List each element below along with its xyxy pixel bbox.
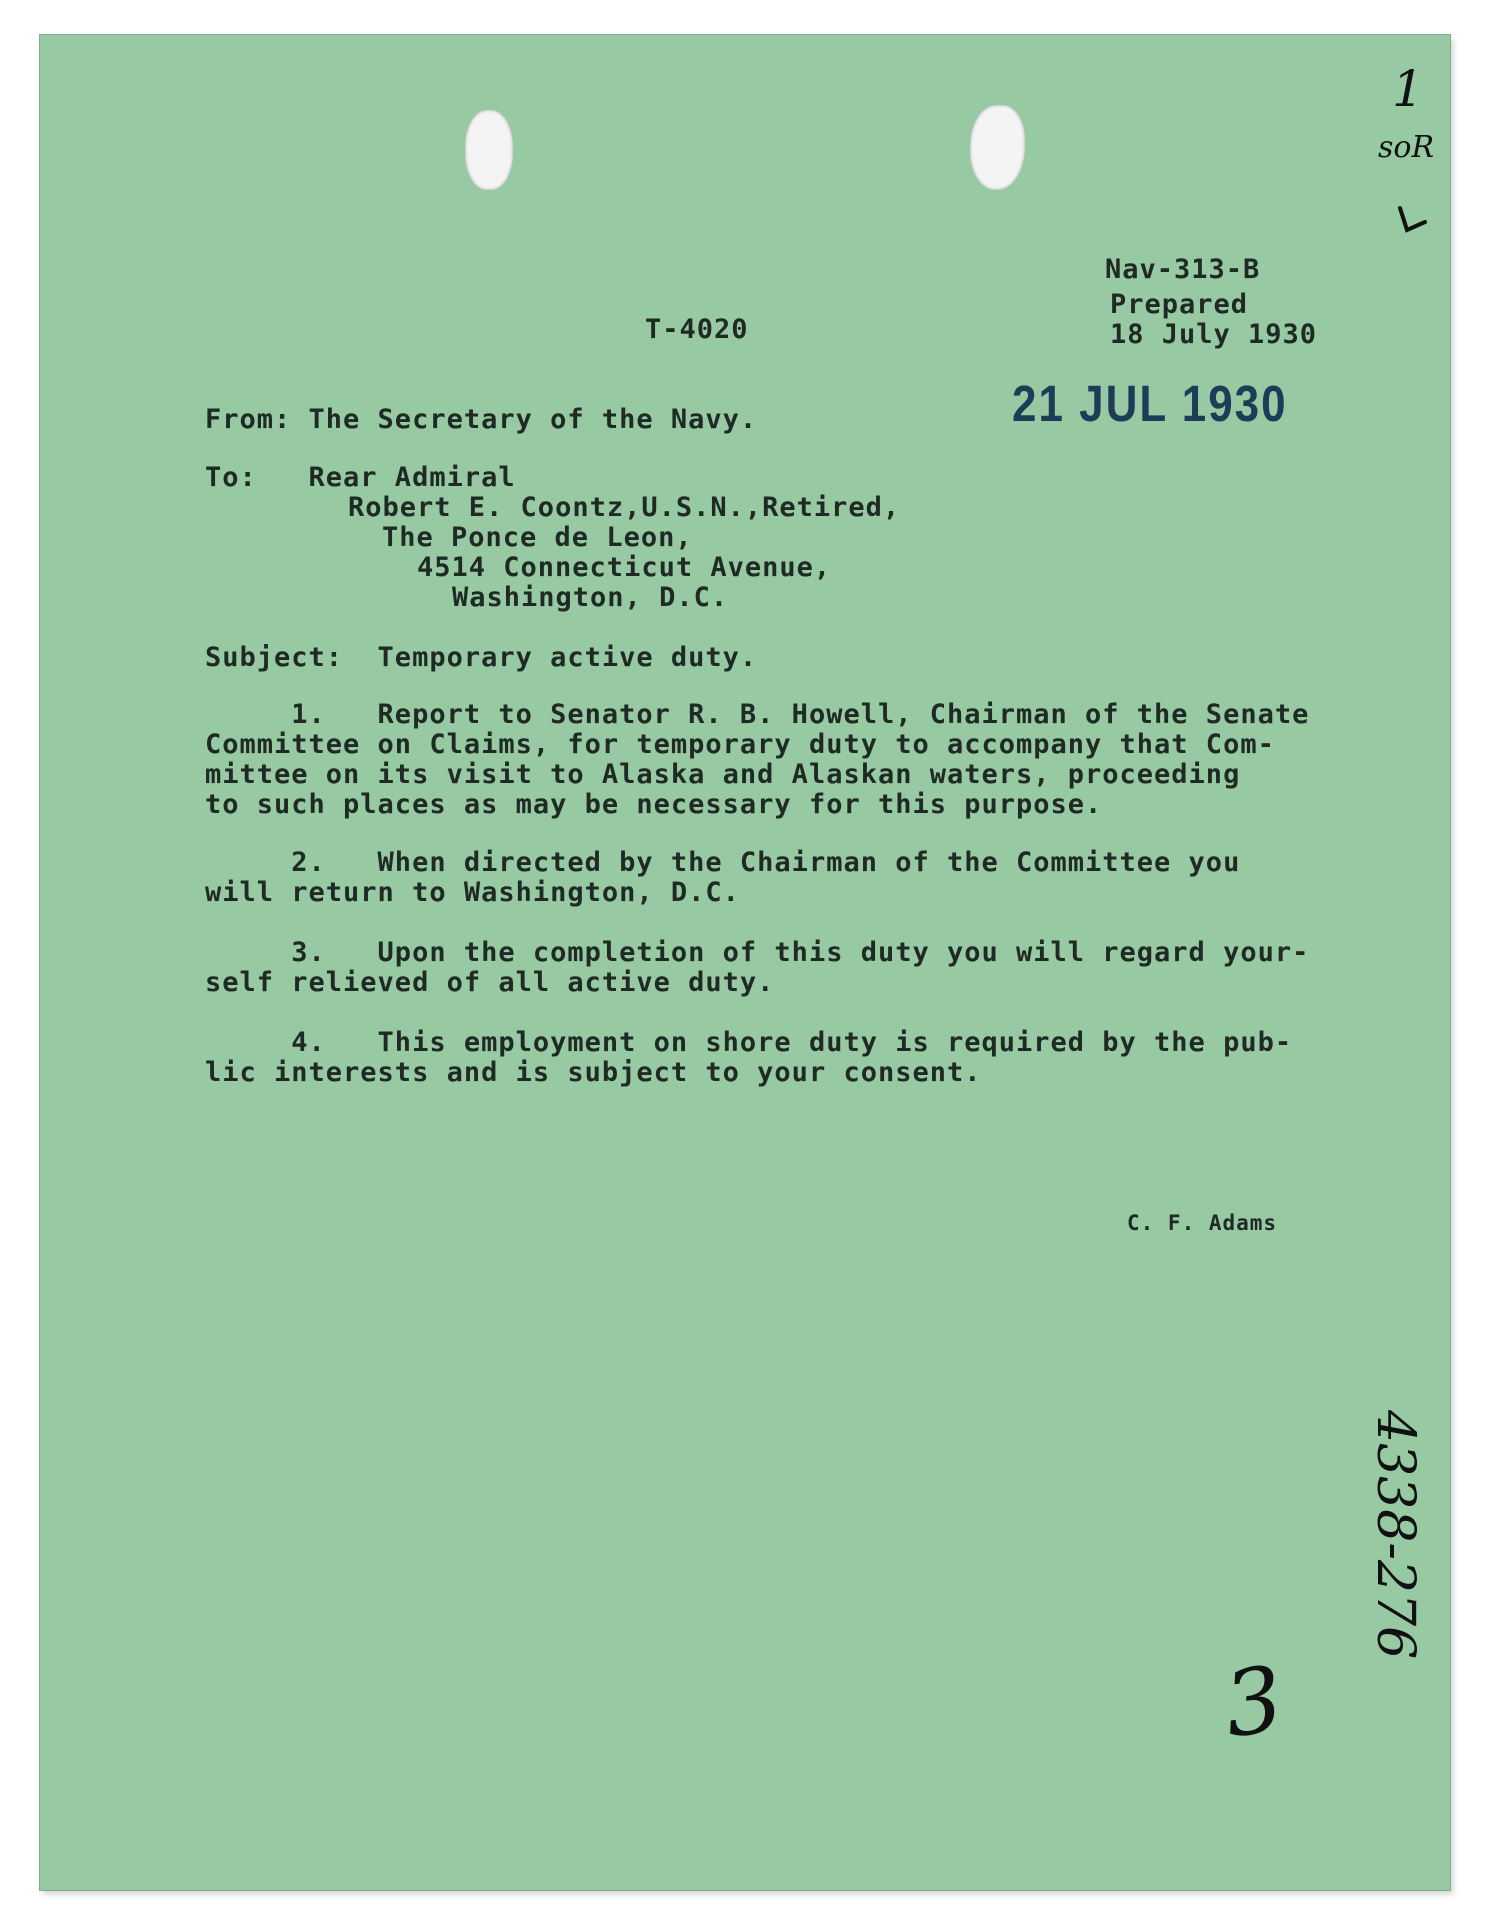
punch-hole-left [465,110,513,190]
to-line-2: The Ponce de Leon, [382,522,693,553]
prepared-date: 18 July 1930 [1110,319,1318,350]
paragraph-2-line-1: 2. When directed by the Chairman of the Committee you [205,847,1241,878]
received-date-stamp: 21 JUL 1930 [1012,376,1288,433]
to-line-1: Robert E. Coontz,U.S.N.,Retired, [348,492,901,523]
subject-line: Subject: Temporary active duty. [205,642,758,673]
handwritten-bottom-mark: 3 [1217,1646,1290,1759]
form-number: Nav-313-B [1105,254,1261,285]
paragraph-2-line-2: will return to Washington, D.C. [205,877,740,908]
from-line: From: The Secretary of the Navy. [205,404,758,435]
paragraph-4-line-1: 4. This employment on shore duty is required by the pub- [205,1027,1293,1058]
paragraph-4-line-2: lic interests and is subject to your consent. [205,1057,982,1088]
paragraph-1-line-1: 1. Report to Senator R. B. Howell, Chairman of the Senate [205,699,1310,730]
to-line-3: 4514 Connecticut Avenue, [417,552,832,583]
signature: C. F. Adams [1127,1211,1278,1235]
punch-hole-right [970,105,1025,190]
handwritten-page-number: 1 [1392,60,1424,118]
paragraph-1-line-3: mittee on its visit to Alaska and Alaskan waters, proceeding [205,759,1241,790]
to-line-4: Washington, D.C. [452,582,729,613]
to-line-0: To: Rear Admiral [205,462,516,493]
prepared-label: Prepared [1110,289,1249,320]
paragraph-1-line-4: to such places as may be necessary for this purpose. [205,789,1103,820]
paragraph-3-line-1: 3. Upon the completion of this duty you will regard your- [205,937,1310,968]
paragraph-1-line-2: Committee on Claims, for temporary duty to accompany that Com- [205,729,1275,760]
file-number: T-4020 [645,314,749,345]
handwritten-initials: soR [1378,130,1435,165]
handwritten-check-mark [1395,200,1435,240]
paragraph-3-line-2: self relieved of all active duty. [205,967,775,998]
handwritten-file-number: 4338-276 [1365,1410,1425,1660]
check-mark-stroke [1400,208,1425,230]
